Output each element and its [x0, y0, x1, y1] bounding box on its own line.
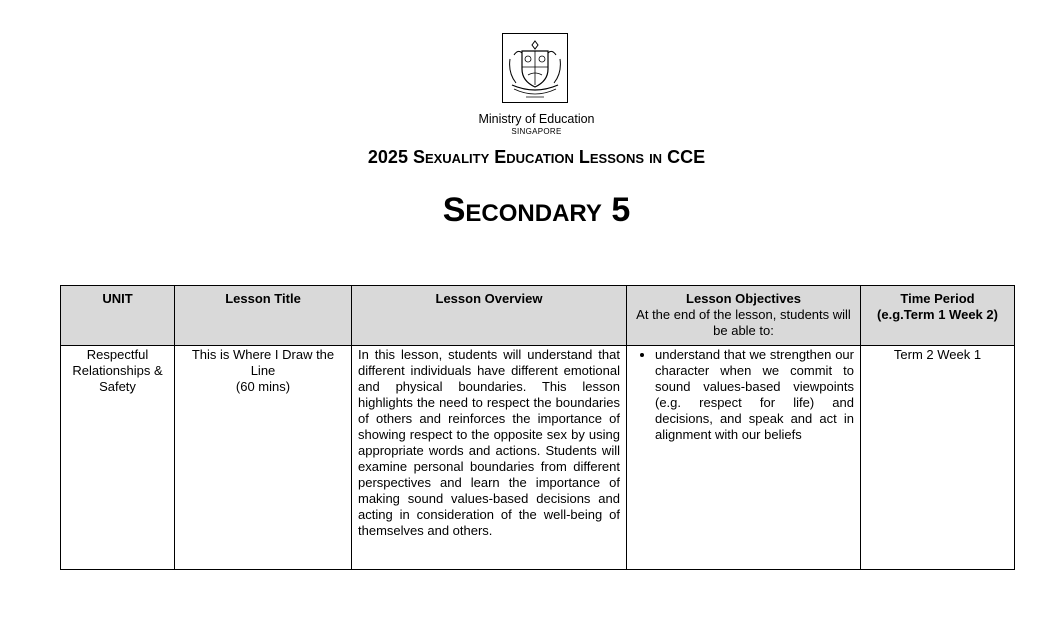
country-name: SINGAPORE	[511, 127, 562, 136]
table-row	[61, 346, 1015, 570]
header-objectives-sub: At the end of the lesson, students will be able to:	[636, 307, 851, 338]
document-level: Secondary 5	[442, 191, 631, 229]
header-time-period-sub: (e.g.Term 1 Week 2)	[877, 307, 998, 322]
header-time-period-label: Time Period	[900, 291, 975, 306]
document-title: 2025 Sexuality Education Lessons in CCE	[367, 147, 706, 167]
cell-lesson-objectives	[627, 346, 861, 570]
cell-time-period: Term 2 Week 1	[861, 346, 1015, 570]
cell-lesson-overview: In this lesson, students will understand that different individuals have different emotional and physical boundaries. This lesson highlights the need to respect the boundaries of others and reinforces the importance of showing respect to the opposite sex by using appropriate words and actions. Students will examine personal boundaries from different perspectives and learn the importance of making sound values-based decisions and acting in consideration of the well-being of themselves and others.	[352, 346, 627, 570]
header-unit: UNIT	[61, 286, 175, 346]
cell-unit: Respectful Relationships & Safety	[61, 346, 175, 570]
lessons-table	[60, 285, 1015, 570]
objective-item: • understand that we strengthen our character when we commit to sound values-based viewpoints (e.g. respect for life) and decisions, and speak and act in alignment with our beliefs	[655, 347, 854, 443]
lesson-title: This is Where I Draw the Line	[191, 347, 335, 378]
table-header-row	[61, 286, 1015, 346]
header-lesson-objectives	[627, 286, 861, 346]
objectives-list	[633, 347, 854, 443]
ministry-name: Ministry of Education	[478, 112, 595, 126]
ministry-crest	[502, 33, 568, 103]
header-objectives-label: Lesson Objectives	[686, 291, 801, 306]
lesson-duration: (60 mins)	[235, 379, 291, 394]
header-lesson-title: Lesson Title	[175, 286, 352, 346]
header-lesson-overview: Lesson Overview	[352, 286, 627, 346]
header-time-period	[861, 286, 1015, 346]
cell-lesson-title	[175, 346, 352, 570]
